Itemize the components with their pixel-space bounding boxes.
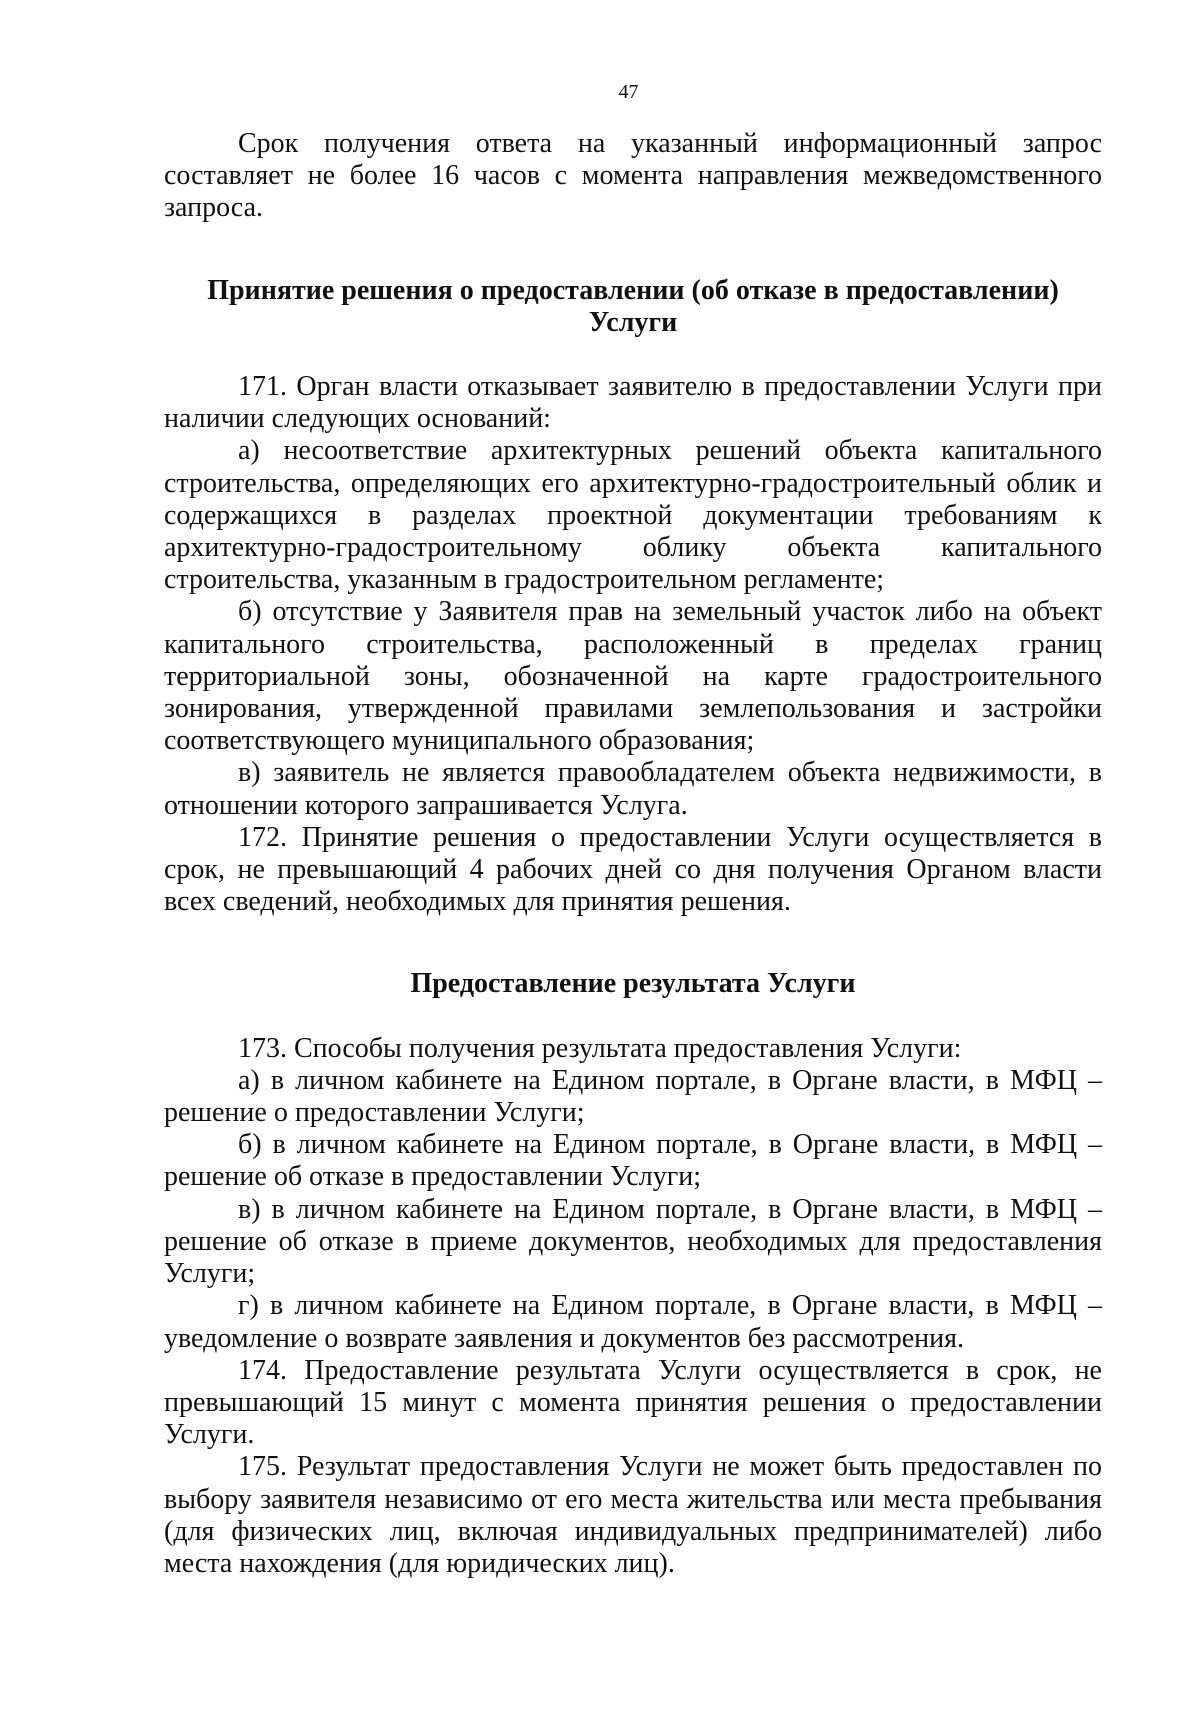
spacer (164, 339, 1102, 371)
spacer (164, 918, 1102, 968)
heading-result: Предоставление результата Услуги (410, 968, 856, 1000)
paragraph-173g: г) в личном кабинете на Едином портале, в Органе власти, в МФЦ – уведомление о возврате заявления и документов без рассмотрения. (164, 1290, 1102, 1354)
document-body (164, 128, 1102, 1580)
spacer (164, 1001, 1102, 1033)
paragraph-175: 175. Результат предоставления Услуги не может быть предоставлен по выбору заявителя независимо от его места жительства или места пребывания (для физических лиц, включая индивидуальных предпринимателей) либо места нахождения (для юридических лиц). (164, 1451, 1102, 1579)
paragraph-171v: в) заявитель не является правообладателем объекта недвижимости, в отношении которого запрашивается Услуга. (164, 757, 1102, 821)
paragraph-173a: а) в личном кабинете на Едином портале, в Органе власти, в МФЦ – решение о предоставлении Услуги; (164, 1064, 1102, 1129)
paragraph-intro: Срок получения ответа на указанный информационный запрос составляет не более 16 часов с момента направления межведомственного запроса. (164, 128, 1102, 224)
paragraph-173: 173. Способы получения результата предоставления Услуги: (238, 1032, 962, 1064)
paragraph-171a: а) несоответствие архитектурных решений объекта капитального строительства, определяющих его архитектурно-градостроительный облик и содержащихся в разделах проектной документации требованиям к архитектурно-градостроительному облику объекта капитального строительства, указанным в градостроительном регламенте; (164, 435, 1102, 596)
paragraph-171: 171. Орган власти отказывает заявителю в предоставлении Услуги при наличии следующих оснований: (164, 371, 1102, 435)
spacer (164, 225, 1102, 275)
paragraph-173v: в) в личном кабинете на Едином портале, в Органе власти, в МФЦ – решение об отказе в приеме документов, необходимых для предоставления Услуги; (164, 1193, 1102, 1290)
heading-decision: Принятие решения о предоставлении (об отказе в предоставлении) Услуги (207, 274, 1059, 338)
paragraph-171b: б) отсутствие у Заявителя прав на земельный участок либо на объект капитального строительства, расположенный в пределах границ территориальной зоны, обозначенной на карте градостроительного зонирования, утвержденной правилами землепользования и застройки соответствующего муниципального образования; (164, 596, 1102, 757)
page-number: 47 (618, 81, 639, 103)
paragraph-173b: б) в личном кабинете на Едином портале, в Органе власти, в МФЦ – решение об отказе в предоставлении Услуги; (164, 1129, 1102, 1193)
paragraph-172: 172. Принятие решения о предоставлении Услуги осуществляется в срок, не превышающий 4 рабочих дней со дня получения Органом власти всех сведений, необходимых для принятия решения. (164, 821, 1102, 918)
paragraph-174: 174. Предоставление результата Услуги осуществляется в срок, не превышающий 15 минут с момента принятия решения о предоставлении Услуги. (164, 1354, 1102, 1451)
